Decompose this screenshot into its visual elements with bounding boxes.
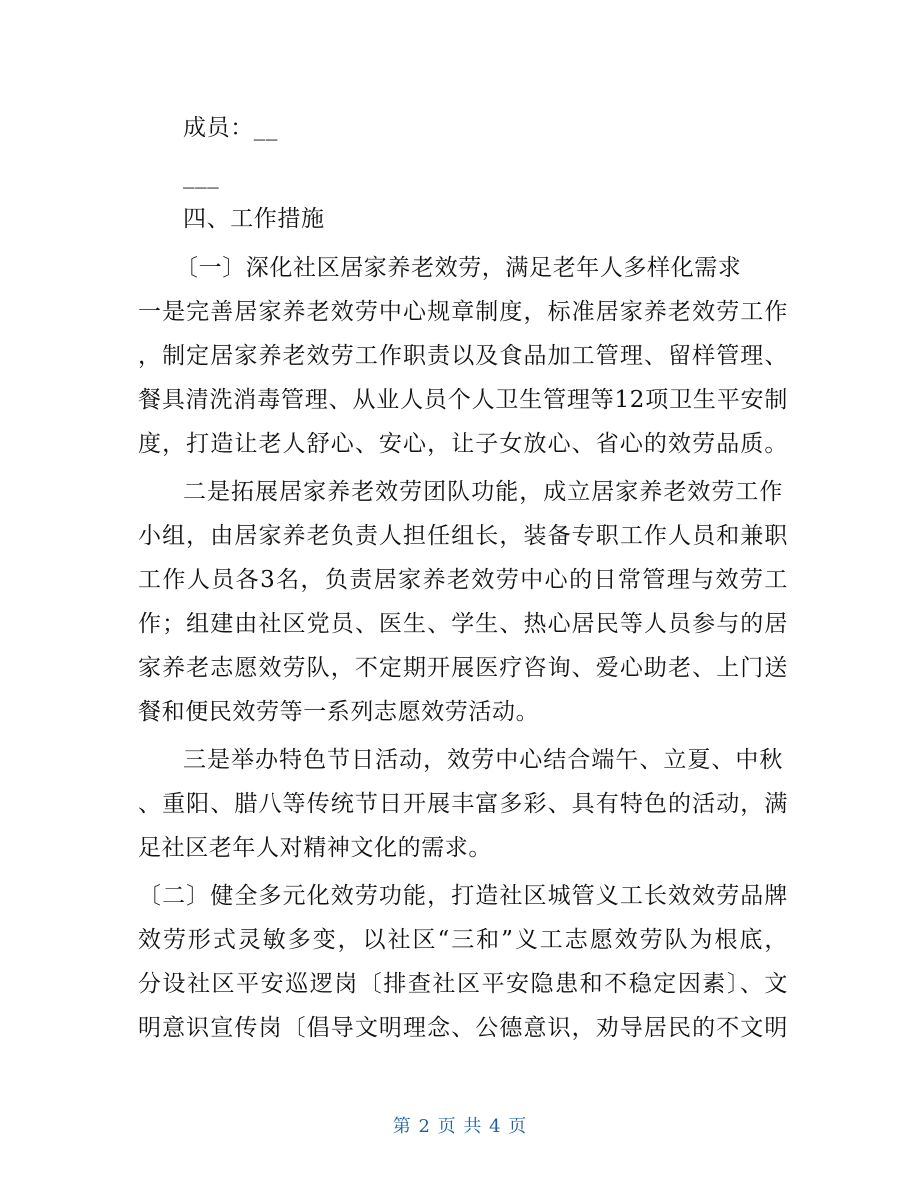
members-underline: ___ bbox=[183, 163, 220, 189]
page-number-footer: 第 2 页 共 4 页 bbox=[392, 1116, 528, 1137]
paragraph-line: 效劳形式灵敏多变，以社区“三和”义工志愿效劳队为根底， bbox=[138, 927, 788, 953]
members-line: 成员：__ bbox=[183, 115, 278, 141]
paragraph-line: 餐具清洗消毒管理、从业人员个人卫生管理等12项卫生平安制 bbox=[138, 387, 788, 413]
subsection-heading-2: 〔二〕健全多元化效劳功能，打造社区城管义工长效效劳品牌 bbox=[138, 883, 788, 909]
paragraph-line: 二是拓展居家养老效劳团队功能，成立居家养老效劳工作 bbox=[183, 479, 783, 505]
paragraph-line: ，制定居家养老效劳工作职责以及食品加工管理、留样管理、 bbox=[138, 343, 788, 369]
subsection-heading-1: 〔一〕深化社区居家养老效劳，满足老年人多样化需求 bbox=[175, 255, 742, 281]
paragraph-line: 三是举办特色节日活动，效劳中心结合端午、立夏、中秋 bbox=[183, 747, 783, 773]
paragraph-line: 足社区老年人对精神文化的需求。 bbox=[138, 835, 492, 861]
paragraph-line: 度，打造让老人舒心、安心，让子女放心、省心的效劳品质。 bbox=[138, 431, 788, 457]
paragraph-line: 、重阳、腊八等传统节日开展丰富多彩、具有特色的活动，满 bbox=[138, 791, 788, 817]
section-heading: 四、工作措施 bbox=[183, 206, 325, 232]
paragraph-line: 分设社区平安巡逻岗〔排查社区平安隐患和不稳定因素〕、文 bbox=[138, 971, 788, 997]
paragraph-line: 工作人员各3名，负责居家养老效劳中心的日常管理与效劳工 bbox=[138, 567, 788, 593]
paragraph-line: 一是完善居家养老效劳中心规章制度，标准居家养老效劳工作 bbox=[138, 299, 788, 325]
paragraph-line: 家养老志愿效劳队，不定期开展医疗咨询、爱心助老、上门送 bbox=[138, 655, 788, 681]
paragraph-line: 作；组建由社区党员、医生、学生、热心居民等人员参与的居 bbox=[138, 611, 788, 637]
paragraph-line: 小组，由居家养老负责人担任组长，装备专职工作人员和兼职 bbox=[138, 523, 788, 549]
paragraph-line: 餐和便民效劳等一系列志愿效劳活动。 bbox=[138, 699, 540, 725]
paragraph-line: 明意识宣传岗〔倡导文明理念、公德意识，劝导居民的不文明 bbox=[138, 1015, 788, 1041]
